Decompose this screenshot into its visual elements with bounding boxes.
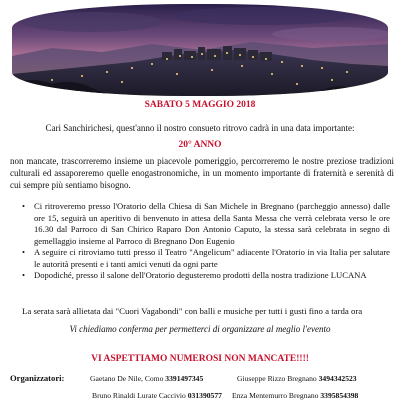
evening-entertainment-text: La serata sarà allietata dai "Cuori Vagabondi" con balli e musiche per tutti i gusti fino a tarda ora <box>22 306 363 316</box>
event-date: SABATO 5 MAGGIO 2018 <box>144 100 256 110</box>
list-item: • Ci ritroveremo presso l'Oratorio della Chiesa di San Michele in Bregnano (parcheggio annesso) dalle ore 15, seguirà un aperitivo di benvenuto in attesa della Santa Messa che verrà celebrata verso le ore 16.30 dal Parroco di San Chirico Raparo Don Antonio Caputo, la stessa sarà celebrata in segno di gemellaggio insieme al Parroco di Bregnano Don Eugenio <box>22 201 390 247</box>
village-dusk-illustration <box>12 4 388 96</box>
organizer-name: Bruno Rinaldi Lurate Caccivio <box>92 391 186 400</box>
greeting-text: Cari Sanchirichesi, quest'anno il nostro consueto ritrovo cadrà in una data importante: <box>45 123 355 133</box>
organizer-entry <box>92 392 222 400</box>
organizer-name: Enza Mentemurro Bregnano <box>232 391 319 400</box>
organizers-label: Organizzatori: <box>10 373 65 383</box>
organizer-name: Giuseppe Rizzo Bregnano <box>237 374 317 383</box>
organizer-entry <box>232 392 358 400</box>
organizer-entry <box>237 375 357 383</box>
closing-invitation: VI ASPETTIAMO NUMEROSI NON MANCATE!!!! <box>91 354 309 364</box>
village-banner-image <box>12 4 388 96</box>
anniversary-title: 20° ANNO <box>178 140 222 150</box>
organizer-phone: 3395854398 <box>320 391 359 400</box>
organizer-entry <box>90 375 203 383</box>
organizer-phone: 3391497345 <box>165 374 204 383</box>
organizer-phone: 031390577 <box>187 391 222 400</box>
intro-paragraph: non mancate, trascorreremo insieme un piacevole pomeriggio, percorreremo le nostre preziose tradizioni culturali ed assaporeremo quelle enogastronomiche, in un momento importante di fraternità e serenità di cui sempre più sentiamo bisogno. <box>10 156 394 190</box>
program-list <box>22 201 390 282</box>
organizer-name: Gaetano De Nile, Como <box>90 374 164 383</box>
rsvp-request-text: Vi chiediamo conferma per permetterci di organizzare al meglio l'evento <box>69 324 331 334</box>
organizer-phone: 3494342523 <box>318 374 357 383</box>
list-item: • Dopodiché, presso il salone dell'Oratorio degusteremo prodotti della nostra tradizione LUCANA <box>22 270 390 282</box>
list-item: • A seguire ci ritroviamo tutti presso il Teatro "Angelicum" adiacente l'Oratorio in via Italia per salutare le autorità presenti e i tanti amici venuti da ogni parte <box>22 247 390 270</box>
